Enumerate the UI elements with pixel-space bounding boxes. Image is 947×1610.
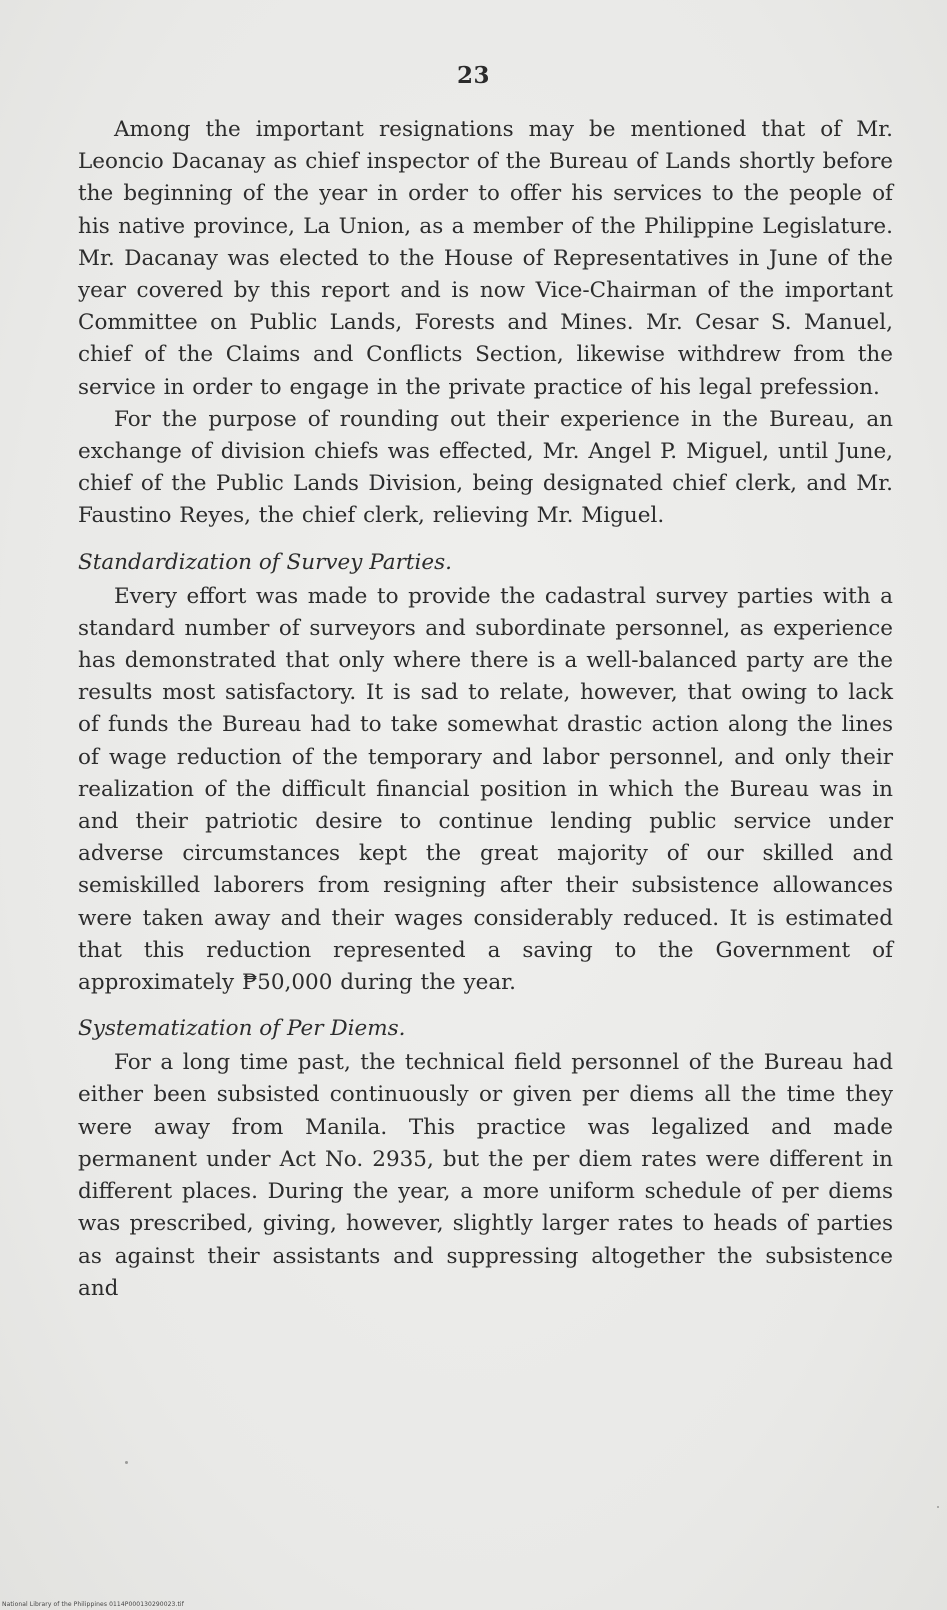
paragraph-division-chiefs: For the purpose of rounding out their experience in the Bureau, an exchange of division chiefs was effected, Mr. Angel P. Miguel, until June, chief of the Public Lands Division, being designated chief clerk, and Mr. Faustino Reyes, the chief clerk, relieving Mr. Miguel. [78,406,893,529]
scan-source-credit: National Library of the Philippines 0114P000130290023.tif [2,1601,184,1608]
page-number: 23 [456,62,490,89]
paragraph-per-diems: For a long time past, the technical field personnel of the Bureau had either been subsisted continuously or given per diems all the time they were away from Manila. This practice was legalized and made permanent under Act No. 2935, but the per diem rates were different in different places. During the year, a more uniform schedule of per diems was prescribed, giving, however, slightly larger rates to heads of parties as against their assistants and suppressing altogether the subsistence and [78,1050,893,1301]
section-heading-survey-parties: Standardization of Survey Parties. [78,549,452,575]
body-text [78,114,893,1305]
section-heading-per-diems: Systematization of Per Diems. [78,1016,406,1042]
scan-speck [937,1506,939,1508]
scan-speck [125,1461,128,1464]
paragraph-resignations: Among the important resignations may be mentioned that of Mr. Leoncio Dacanay as chief inspector of the Bureau of Lands shortly before the beginning of the year in order to offer his services to the people of his native province, La Union, as a member of the Philippine Legislature. Mr. Dacanay was elected to the House of Representatives in June of the year covered by this report and is now Vice-Chairman of the important Committee on Public Lands, Forests and Mines. Mr. Cesar S. Manuel, chief of the Claims and Conflicts Section, likewise withdrew from the service in order to engage in the private practice of his legal prefession. [78,117,893,400]
paragraph-survey-parties: Every effort was made to provide the cadastral survey parties with a standard number of surveyors and subordinate personnel, as experience has demonstrated that only where there is a well-balanced party are the results most satisfactory. It is sad to relate, however, that owing to lack of funds the Bureau had to take somewhat drastic action along the lines of wage reduction of the temporary and labor personnel, and only their realization of the difficult financial position in which the Bureau was in and their patriotic desire to continue lending public service under adverse circumstances kept the great majority of our skilled and semiskilled laborers from resigning after their subsistence allowances were taken away and their wages considerably reduced. It is estimated that this reduction represented a saving to the Government of approximately ₱50,000 during the year. [78,583,893,996]
